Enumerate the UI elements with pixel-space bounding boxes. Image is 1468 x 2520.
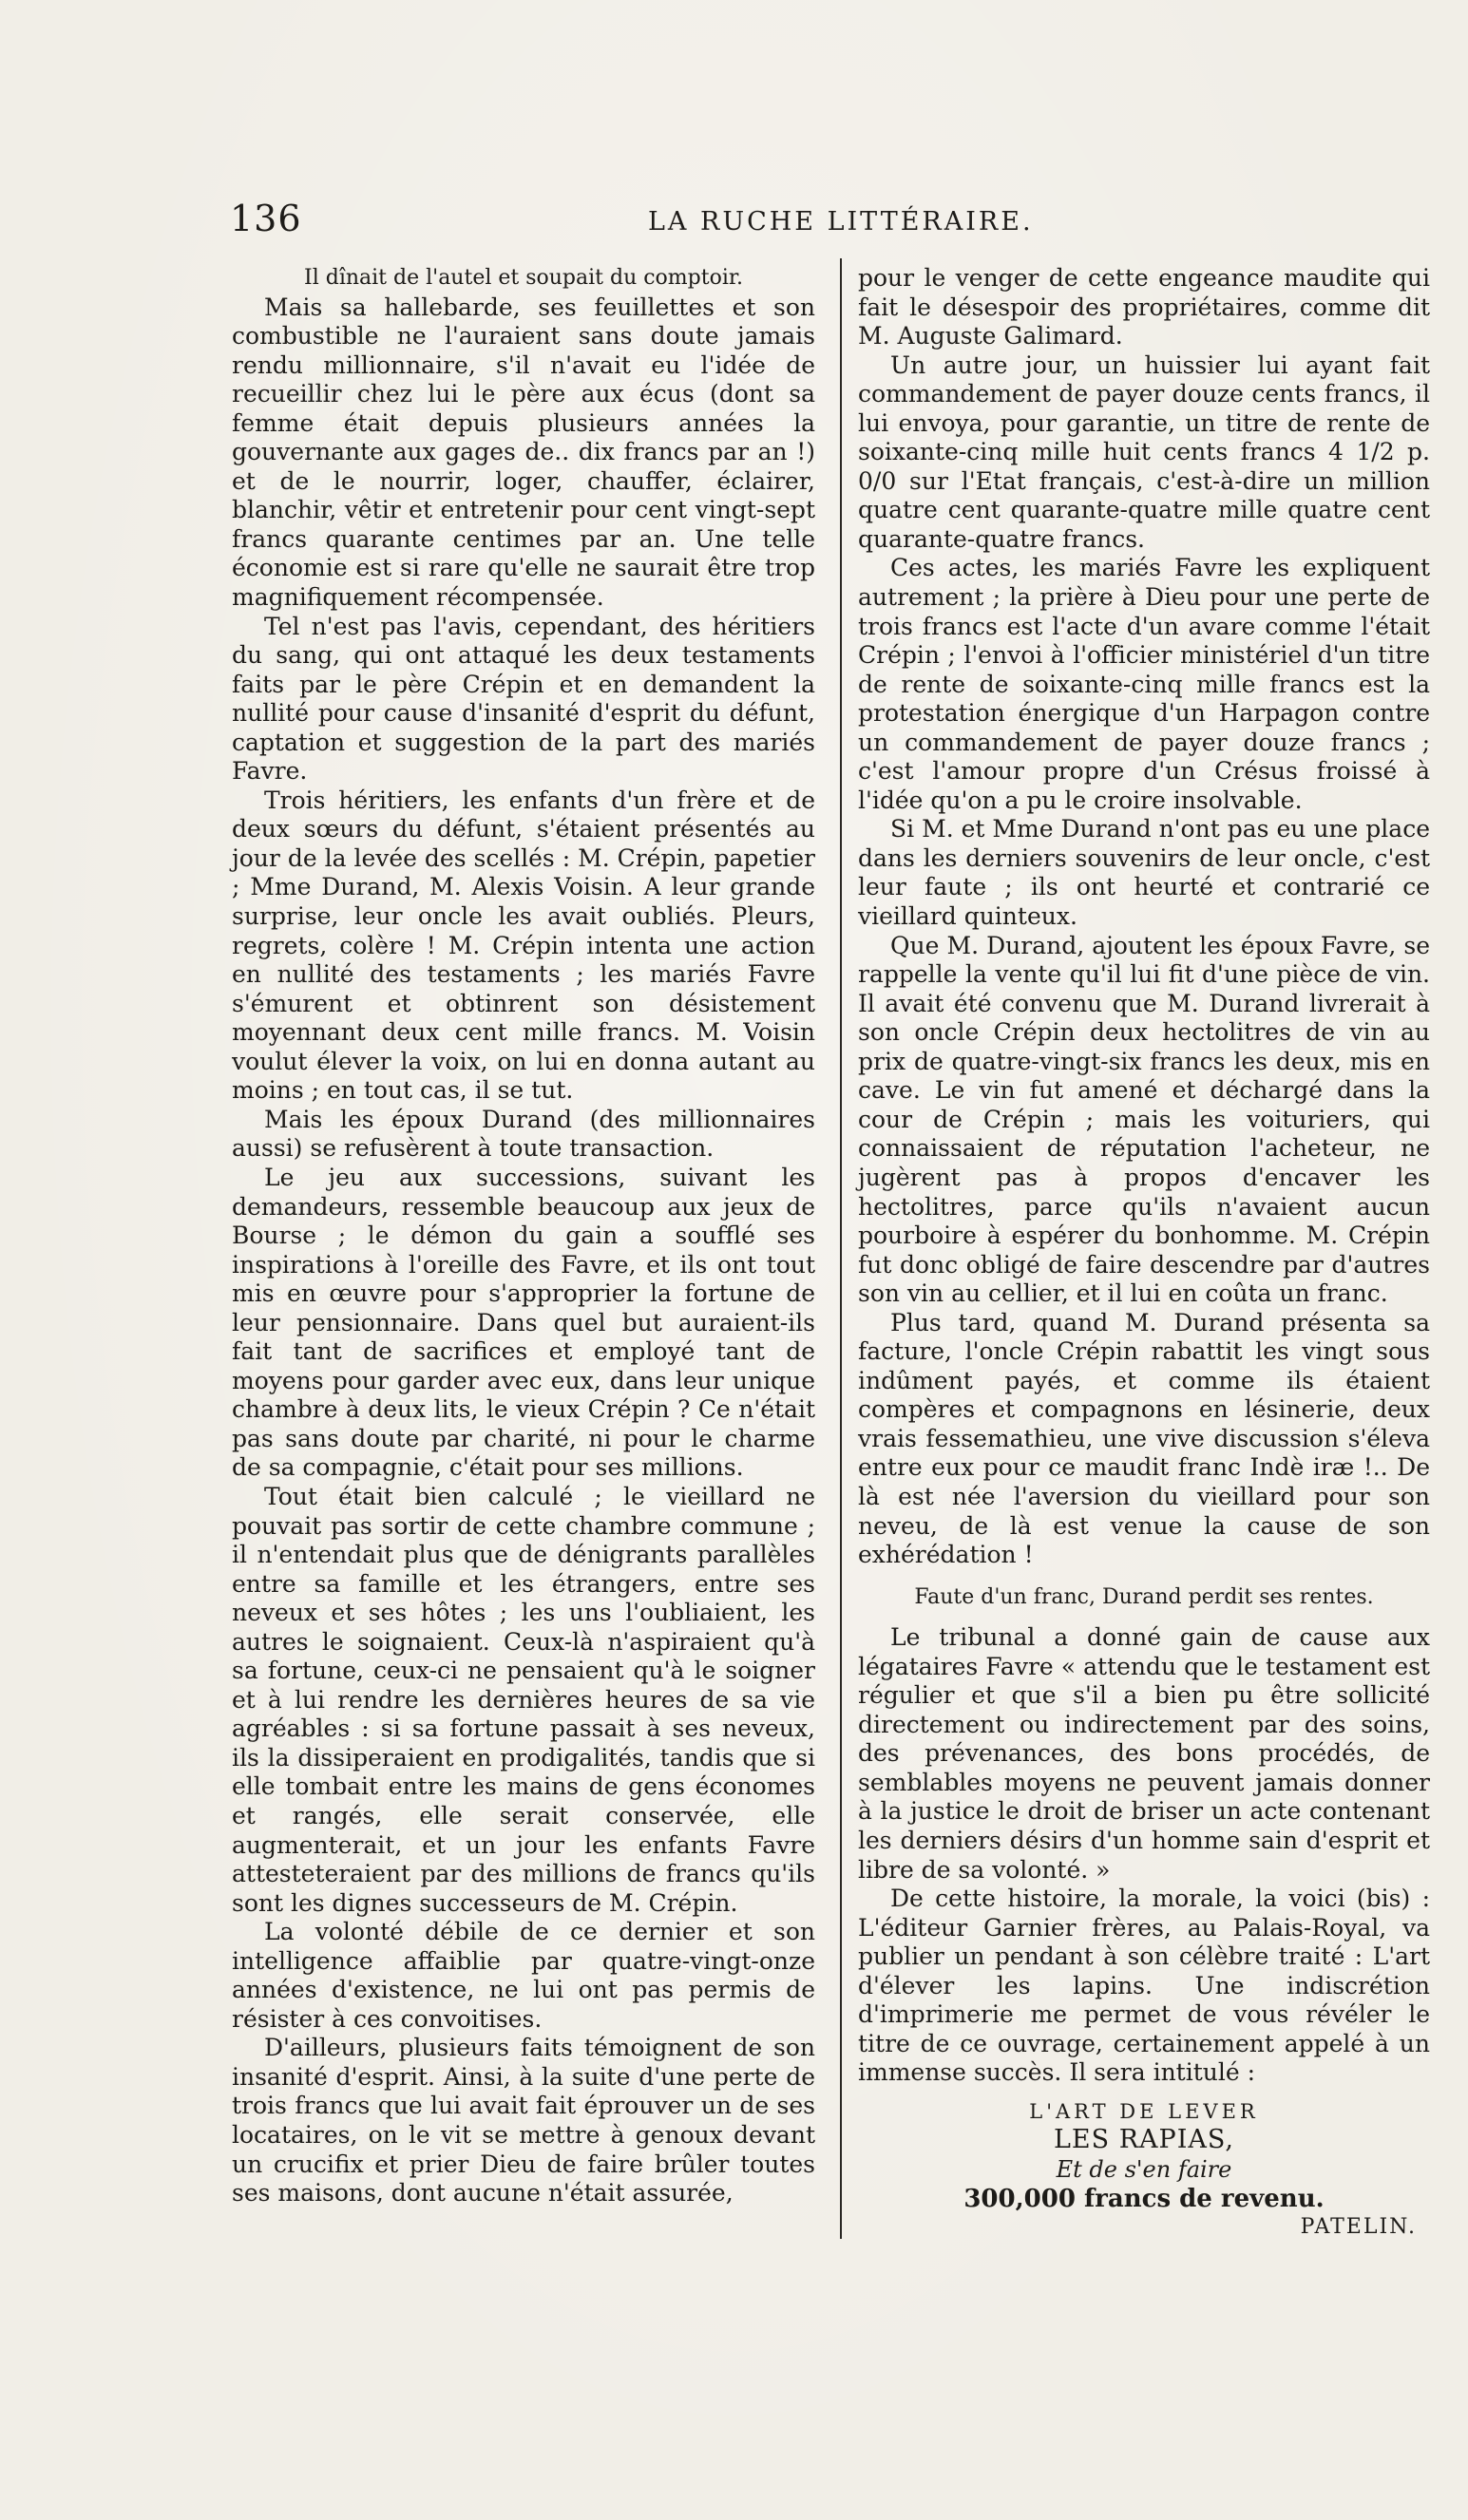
closing-title-line: LES RAPIAS,	[1054, 2125, 1234, 2155]
closing-title-line: 300,000 francs de revenu.	[963, 2184, 1325, 2213]
column-divider	[840, 258, 842, 2239]
paragraph: Que M. Durand, ajoutent les époux Favre, se rappelle la vente qu'il lui fit d'une pièce de vin. Il avait été convenu que M. Durand livrerait à son oncle Crépin deux hectolitres de vin au prix de quatre-vingt-six francs les deux, mis en cave. Le vin fut amené et déchargé dans la cour de Crépin ; mais les voituriers, qui connaissaient de réputation l'acheteur, ne jugèrent pas à propos d'encaver les hectolitres, parce qu'ils n'avaient aucun pourboire à espérer du bonhomme. M. Crépin fut donc obligé de faire descendre par d'autres son vin au cellier, et il lui en coûta un franc.	[858, 931, 1430, 1308]
running-title: LA RUCHE LITTÉRAIRE.	[648, 207, 1034, 237]
closing-title-line: Et de s'en faire	[1056, 2156, 1232, 2183]
paragraph: Ces actes, les mariés Favre les expliquent autrement ; la prière à Dieu pour une perte de trois francs est l'acte d'un avare comme l'était Crépin ; l'envoi à l'officier ministériel d'un titre de rente de soixante-cinq mille francs est la protestation énergique d'un Harpagon contre un commandement de payer douze francs ; c'est l'amour propre d'un Crésus froissé à l'idée qu'on a pu le croire insolvable.	[858, 554, 1430, 814]
paragraph: Tout était bien calculé ; le vieillard ne pouvait pas sortir de cette chambre commune ; il n'entendait plus que de dénigrants parallèles entre sa famille et les étrangers, entre ses neveux et ses hôtes ; les uns l'oubliaient, les autres le soignaient. Ceux-là n'aspiraient qu'à sa fortune, ceux-ci ne pensaient qu'à le soigner et à lui rendre les dernières heures de sa vie agréables : si sa fortune passait à ses neveux, ils la dissiperaient en prodigalités, tandis que si elle tombait entre les mains de gens économes et rangés, elle serait conservée, elle augmenterait, et un jour les enfants Favre attesteteraient par des millions de francs qu'ils sont les dignes successeurs de M. Crépin.	[232, 1482, 815, 1917]
paragraph: pour le venger de cette engeance maudite qui fait le désespoir des propriétaires, comme dit M. Auguste Galimard.	[858, 264, 1430, 351]
paragraph: Tel n'est pas l'avis, cependant, des héritiers du sang, qui ont attaqué les deux testaments faits par le père Crépin et en demandent la nullité pour cause d'insanité d'esprit du défunt, captation et suggestion de la part des mariés Favre.	[232, 612, 815, 786]
paragraph: Si M. et Mme Durand n'ont pas eu une place dans les derniers souvenirs de leur oncle, c'est leur faute ; ils ont heurté et contrarié ce vieillard quinteux.	[858, 815, 1430, 931]
paragraph: Le jeu aux successions, suivant les demandeurs, ressemble beaucoup aux jeux de Bourse ; le démon du gain a soufflé ses inspirations à l'oreille des Favre, et ils ont tout mis en œuvre pour s'approprier la fortune de leur pensionnaire. Dans quel but auraient-ils fait tant de sacrifices et employé tant de moyens pour garder avec eux, dans leur unique chambre à deux lits, le vieux Crépin ? Ce n'était pas sans doute par charité, ni pour le charme de sa compagnie, c'était pour ses millions.	[232, 1163, 815, 1482]
right-column	[858, 264, 1430, 2243]
paragraph: Le tribunal a donné gain de cause aux légataires Favre « attendu que le testament est régulier et que s'il a bien pu être sollicité directement ou indirectement par des soins, des prévenances, des bons procédés, de semblables moyens ne peuvent jamais donner à la justice le droit de briser un acte contenant les derniers désirs d'un homme sain d'esprit et libre de sa volonté. »	[858, 1623, 1430, 1884]
paragraph: Trois héritiers, les enfants d'un frère et de deux sœurs du défunt, s'étaient présentés au jour de la levée des scellés : M. Crépin, papetier ; Mme Durand, M. Alexis Voisin. A leur grande surprise, leur oncle les avait oubliés. Pleurs, regrets, colère ! M. Crépin intenta une action en nullité des testaments ; les mariés Favre s'émurent et obtinrent son désistement moyennant deux cent mille francs. M. Voisin voulut élever la voix, on lui en donna autant au moins ; en tout cas, il se tut.	[232, 786, 815, 1105]
paragraph: Un autre jour, un huissier lui ayant fait commandement de payer douze cents francs, il lui envoya, pour garantie, un titre de rente de soixante-cinq mille huit cents francs 4 1/2 p. 0/0 sur l'Etat français, c'est-à-dire un million quatre cent quarante-quatre mille quatre cent quarante-quatre francs.	[858, 351, 1430, 553]
paragraph: Mais sa hallebarde, ses feuillettes et son combustible ne l'auraient sans doute jamais rendu millionnaire, s'il n'avait eu l'idée de recueillir chez lui le père aux écus (dont sa femme était depuis plusieurs années la gouvernante aux gages de.. dix francs par an !) et de le nourrir, loger, chauffer, éclairer, blanchir, vêtir et entretenir pour cent vingt-sept francs quarante centimes par an. Une telle économie est si rare qu'elle ne saurait être trop magnifiquement récompensée.	[232, 293, 815, 612]
paragraph: Il dînait de l'autel et soupait du comptoir.	[304, 266, 743, 290]
paragraph: Plus tard, quand M. Durand présenta sa facture, l'oncle Crépin rabattit les vingt sous indûment payés, et comme ils étaient compères et compagnons en lésinerie, deux vrais fessemathieu, une vive discussion s'éleva entre eux pour ce maudit franc Indè iræ !.. De là est née l'aversion du vieillard pour son neveu, de là est venue la cause de son exhérédation !	[858, 1308, 1430, 1569]
closing-title-line: L'ART DE LEVER	[1029, 2099, 1259, 2123]
caption: Faute d'un franc, Durand perdit ses rentes.	[914, 1584, 1374, 1609]
paragraph: De cette histoire, la morale, la voici (bis) : L'éditeur Garnier frères, au Palais-Royal, va publier un pendant à son célèbre traité : L'art d'élever les lapins. Une indiscrétion d'imprimerie me permet de vous révéler le titre de ce ouvrage, certainement appelé à un immense succès. Il sera intitulé :	[858, 1885, 1430, 2087]
page-header	[230, 198, 1408, 255]
page-number: 136	[230, 198, 302, 239]
author-signature: PATELIN.	[1300, 2215, 1417, 2240]
left-column	[232, 264, 815, 2208]
paragraph: D'ailleurs, plusieurs faits témoignent de son insanité d'esprit. Ainsi, à la suite d'une perte de trois francs que lui avait fait éprouver un de ses locataires, on le vit se mettre à genoux devant un crucifix et prier Dieu de faire brûler toutes ses maisons, dont aucune n'était assurée,	[232, 2034, 815, 2207]
paragraph: Mais les époux Durand (des millionnaires aussi) se refusèrent à toute transaction.	[232, 1105, 815, 1163]
paragraph: La volonté débile de ce dernier et son intelligence affaiblie par quatre-vingt-onze années d'existence, ne lui ont pas permis de résister à ces convoitises.	[232, 1918, 815, 2033]
